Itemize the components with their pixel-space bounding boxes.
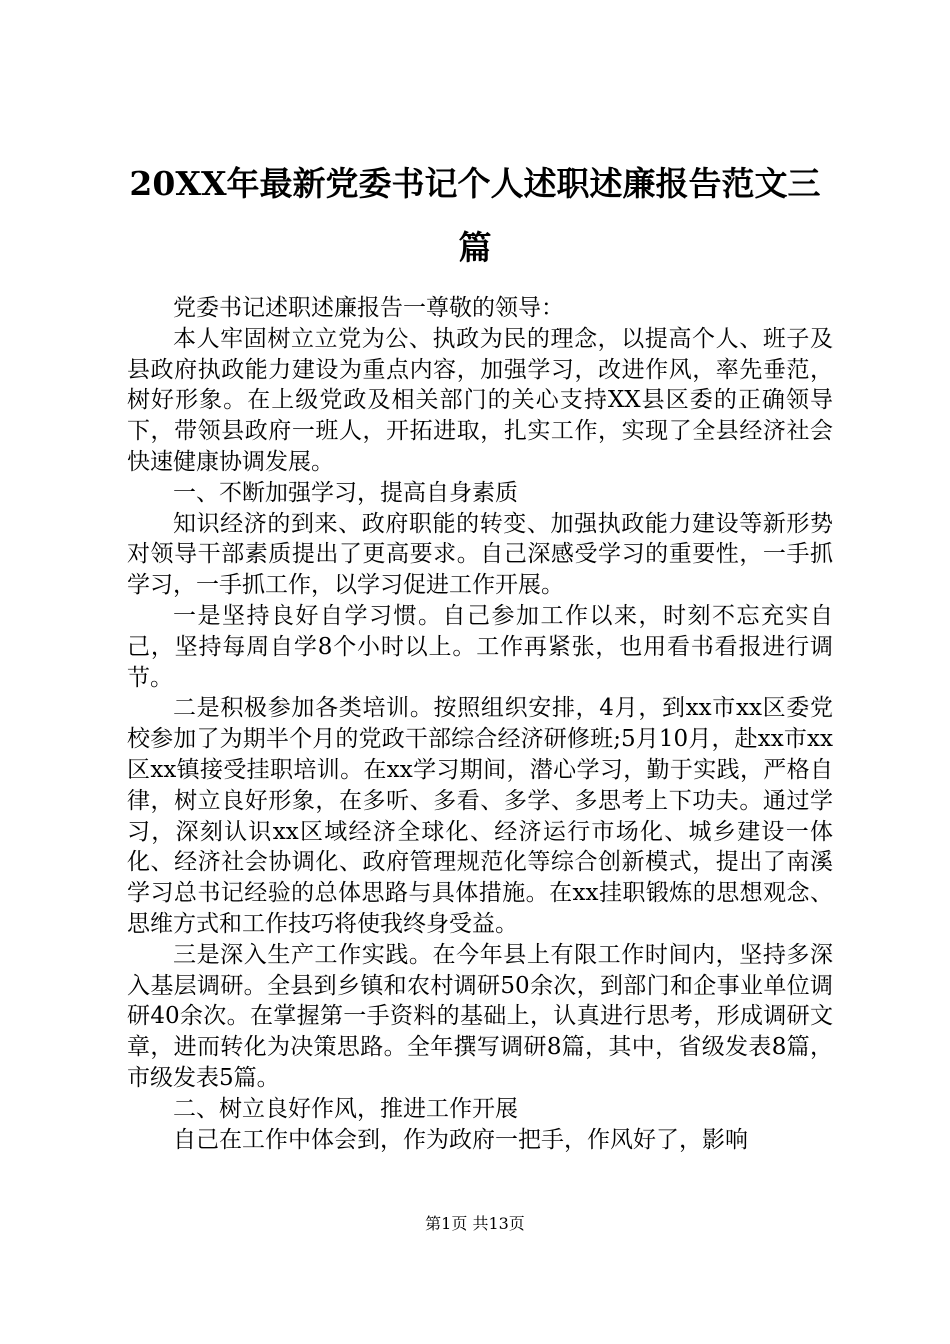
paragraph-self-study: 一是坚持良好自学习惯。自己参加工作以来，时刻不忘充实自己，坚持每周自学8个小时以上。工作再紧张，也用看书看报进行调节。	[127, 602, 833, 691]
section-heading-2: 二、树立良好作风，推进工作开展	[173, 1095, 518, 1122]
paragraph-practice: 三是深入生产工作实践。在今年县上有限工作时间内，坚持多深入基层调研。全县到乡镇和农村调研50余次，到部门和企事业单位调研40余次。在掌握第一手资料的基础上，认真进行思考，形成调研文章，进而转化为决策思路。全年撰写调研8篇，其中，省级发表8篇，市级发表5篇。	[127, 941, 833, 1091]
paragraph-greeting: 党委书记述职述廉报告一尊敬的领导：	[173, 295, 564, 321]
paragraph-study: 知识经济的到来、政府职能的转变、加强执政能力建设等新形势对领导干部素质提出了更高要求。自己深感受学习的重要性，一手抓学习，一手抓工作，以学习促进工作开展。	[127, 510, 833, 599]
section-heading-1: 一、不断加强学习，提高自身素质	[173, 479, 518, 506]
paragraph-training: 二是积极参加各类培训。按照组织安排，4月，到xx市xx区委党校参加了为期半个月的党政干部综合经济研修班;5月10月，赴xx市xx区xx镇接受挂职培训。在xx学习期间，潜心学习，勤于实践，严格自律，树立良好形象，在多听、多看、多学、多思考上下功夫。通过学习，深刻认识xx区域经济全球化、经济运行市场化、城乡建设一体化、经济社会协调化、政府管理规范化等综合创新模式，提出了南溪学习总书记经验的总体思路与具体措施。在xx挂职锻炼的思想观念、思维方式和工作技巧将使我终身受益。	[127, 695, 833, 937]
page-footer: 第1页 共13页	[425, 1214, 525, 1233]
document-body	[127, 293, 833, 1155]
paragraph-intro: 本人牢固树立立党为公、执政为民的理念，以提高个人、班子及县政府执政能力建设为重点内容，加强学习，改进作风，率先垂范，树好形象。在上级党政及相关部门的关心支持XX县区委的正确领导下，带领县政府一班人，开拓进取，扎实工作，实现了全县经济社会快速健康协调发展。	[127, 325, 833, 475]
paragraph-style: 自己在工作中体会到，作为政府一把手，作风好了，影响	[173, 1126, 748, 1153]
document-title: 20XX年最新党委书记个人述职述廉报告范文三篇	[129, 164, 821, 267]
